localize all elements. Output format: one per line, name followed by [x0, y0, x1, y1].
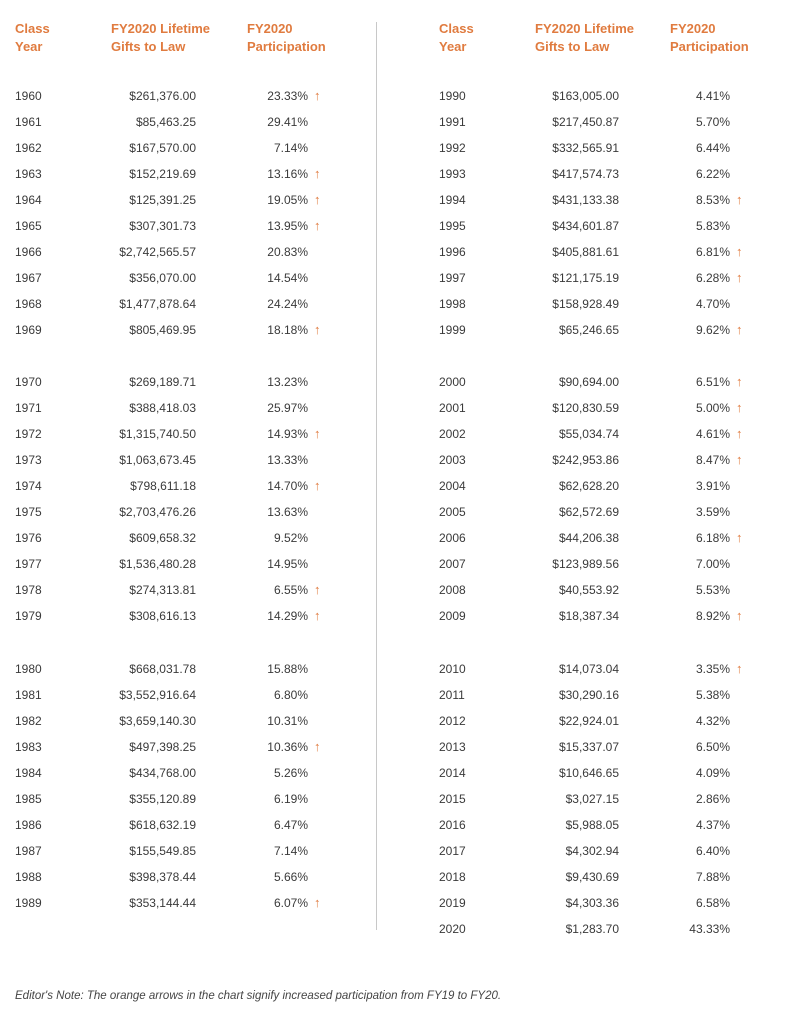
participation-cell: 13.63% [267, 505, 308, 519]
participation-cell: 6.51% [695, 375, 730, 389]
lifetime-gifts-cell: $1,063,673.45 [119, 453, 196, 467]
participation-cell: 24.24% [267, 297, 308, 311]
table-row [439, 424, 750, 444]
lifetime-gifts-cell: $2,742,565.57 [119, 245, 196, 259]
class-year-cell: 1995 [439, 219, 466, 233]
table-row [439, 893, 750, 913]
participation-cell: 3.59% [695, 505, 730, 519]
participation-cell: 7.00% [695, 557, 730, 571]
table-row [15, 138, 328, 158]
lifetime-gifts-cell: $3,659,140.30 [119, 714, 196, 728]
participation-cell: 19.05% [267, 193, 308, 207]
lifetime-gifts-cell: $9,430.69 [565, 870, 619, 884]
class-year-cell: 2005 [439, 505, 466, 519]
table-row [15, 841, 328, 861]
table-row [439, 320, 750, 340]
participation-cell: 7.14% [273, 141, 308, 155]
class-year-cell: 1981 [15, 688, 42, 702]
table-row [15, 86, 328, 106]
up-arrow-icon: ↑ [314, 582, 321, 597]
class-year-cell: 2010 [439, 662, 466, 676]
table-row [439, 216, 750, 236]
table-row [15, 815, 328, 835]
lifetime-gifts-cell: $609,658.32 [129, 531, 196, 545]
header-line: Participation [670, 39, 749, 54]
class-year-cell: 1983 [15, 740, 42, 754]
table-row [15, 659, 328, 679]
participation-cell: 4.70% [695, 297, 730, 311]
up-arrow-icon: ↑ [314, 192, 321, 207]
participation-cell: 6.58% [695, 896, 730, 910]
table-row [439, 737, 750, 757]
lifetime-gifts-cell: $15,337.07 [558, 740, 619, 754]
lifetime-gifts-cell: $62,572.69 [558, 505, 619, 519]
class-year-cell: 1962 [15, 141, 42, 155]
class-year-cell: 1989 [15, 896, 42, 910]
participation-cell: 14.70% [267, 479, 308, 493]
class-year-cell: 2004 [439, 479, 466, 493]
class-year-cell: 2017 [439, 844, 466, 858]
table-row [439, 606, 750, 626]
table-row [15, 580, 328, 600]
class-year-cell: 2020 [439, 922, 466, 936]
participation-cell: 25.97% [267, 401, 308, 415]
participation-cell: 6.22% [695, 167, 730, 181]
participation-cell: 3.35% [695, 662, 730, 676]
table-row [439, 190, 750, 210]
table-row [439, 138, 750, 158]
up-arrow-icon: ↑ [314, 895, 321, 910]
left-header-participation [247, 20, 326, 56]
table-row [15, 502, 328, 522]
table-row [15, 867, 328, 887]
table-row [15, 476, 328, 496]
lifetime-gifts-cell: $1,283.70 [565, 922, 619, 936]
participation-cell: 43.33% [689, 922, 730, 936]
lifetime-gifts-cell: $123,989.56 [552, 557, 619, 571]
up-arrow-icon: ↑ [314, 218, 321, 233]
table-row [439, 372, 750, 392]
editors-note: Editor's Note: The orange arrows in the chart signify increased participation from FY19 to FY20. [15, 990, 502, 1002]
up-arrow-icon: ↑ [314, 166, 321, 181]
class-year-cell: 1971 [15, 401, 42, 415]
participation-cell: 23.33% [267, 89, 308, 103]
lifetime-gifts-cell: $1,536,480.28 [119, 557, 196, 571]
class-year-cell: 1965 [15, 219, 42, 233]
lifetime-gifts-cell: $308,616.13 [129, 609, 196, 623]
lifetime-gifts-cell: $434,768.00 [129, 766, 196, 780]
lifetime-gifts-cell: $355,120.89 [129, 792, 196, 806]
class-year-cell: 1986 [15, 818, 42, 832]
table-row [15, 554, 328, 574]
class-year-cell: 1993 [439, 167, 466, 181]
participation-cell: 4.37% [695, 818, 730, 832]
participation-cell: 14.29% [267, 609, 308, 623]
column-divider [376, 22, 377, 930]
class-year-cell: 2011 [439, 688, 465, 702]
table-row [439, 659, 750, 679]
class-year-cell: 1963 [15, 167, 42, 181]
table-row [15, 112, 328, 132]
lifetime-gifts-cell: $90,694.00 [558, 375, 619, 389]
participation-cell: 2.86% [695, 792, 730, 806]
lifetime-gifts-cell: $356,070.00 [129, 271, 196, 285]
table-row [439, 242, 750, 262]
table-row [439, 685, 750, 705]
up-arrow-icon: ↑ [736, 192, 743, 207]
participation-cell: 6.81% [695, 245, 730, 259]
participation-cell: 5.00% [695, 401, 730, 415]
lifetime-gifts-cell: $434,601.87 [552, 219, 619, 233]
class-year-cell: 2000 [439, 375, 466, 389]
lifetime-gifts-cell: $307,301.73 [129, 219, 196, 233]
up-arrow-icon: ↑ [736, 426, 743, 441]
class-year-cell: 2015 [439, 792, 466, 806]
lifetime-gifts-cell: $497,398.25 [129, 740, 196, 754]
header-line: FY2020 [670, 21, 716, 36]
lifetime-gifts-cell: $431,133.38 [552, 193, 619, 207]
class-year-cell: 1987 [15, 844, 42, 858]
class-year-cell: 2009 [439, 609, 466, 623]
participation-cell: 10.36% [267, 740, 308, 754]
table-row [15, 763, 328, 783]
lifetime-gifts-cell: $18,387.34 [558, 609, 619, 623]
class-year-cell: 1988 [15, 870, 42, 884]
participation-cell: 5.38% [695, 688, 730, 702]
table-row [15, 268, 328, 288]
class-year-cell: 1997 [439, 271, 466, 285]
class-year-cell: 1967 [15, 271, 42, 285]
lifetime-gifts-cell: $417,574.73 [552, 167, 619, 181]
table-row [15, 737, 328, 757]
up-arrow-icon: ↑ [314, 426, 321, 441]
table-row [439, 398, 750, 418]
table-row [439, 815, 750, 835]
participation-cell: 6.44% [695, 141, 730, 155]
participation-cell: 14.93% [267, 427, 308, 441]
class-year-cell: 1970 [15, 375, 42, 389]
participation-cell: 13.23% [267, 375, 308, 389]
class-year-cell: 2013 [439, 740, 466, 754]
participation-cell: 10.31% [267, 714, 308, 728]
table-row [15, 450, 328, 470]
lifetime-gifts-cell: $1,477,878.64 [119, 297, 196, 311]
lifetime-gifts-cell: $40,553.92 [558, 583, 619, 597]
header-line: Participation [247, 39, 326, 54]
table-row [439, 867, 750, 887]
up-arrow-icon: ↑ [736, 452, 743, 467]
lifetime-gifts-cell: $163,005.00 [552, 89, 619, 103]
class-year-cell: 1998 [439, 297, 466, 311]
lifetime-gifts-cell: $398,378.44 [129, 870, 196, 884]
table-row [439, 528, 750, 548]
header-line: Year [15, 39, 43, 54]
left-header-gifts [111, 20, 210, 56]
class-year-cell: 1973 [15, 453, 42, 467]
class-year-cell: 1972 [15, 427, 42, 441]
up-arrow-icon: ↑ [736, 244, 743, 259]
lifetime-gifts-cell: $167,570.00 [129, 141, 196, 155]
participation-cell: 13.95% [267, 219, 308, 233]
lifetime-gifts-cell: $62,628.20 [558, 479, 619, 493]
table-row [15, 789, 328, 809]
table-row [439, 789, 750, 809]
up-arrow-icon: ↑ [736, 322, 743, 337]
class-year-cell: 1969 [15, 323, 42, 337]
class-year-cell: 1961 [15, 115, 42, 129]
class-year-cell: 1960 [15, 89, 42, 103]
participation-cell: 18.18% [267, 323, 308, 337]
header-line: FY2020 Lifetime [111, 21, 210, 36]
table-row [439, 476, 750, 496]
class-year-cell: 1984 [15, 766, 42, 780]
class-year-cell: 2019 [439, 896, 466, 910]
participation-cell: 4.32% [695, 714, 730, 728]
up-arrow-icon: ↑ [314, 88, 321, 103]
lifetime-gifts-cell: $1,315,740.50 [119, 427, 196, 441]
lifetime-gifts-cell: $805,469.95 [129, 323, 196, 337]
participation-cell: 7.14% [273, 844, 308, 858]
table-row [439, 502, 750, 522]
class-year-cell: 1996 [439, 245, 466, 259]
table-row [15, 372, 328, 392]
class-year-cell: 1976 [15, 531, 42, 545]
lifetime-gifts-cell: $2,703,476.26 [119, 505, 196, 519]
participation-cell: 13.33% [267, 453, 308, 467]
up-arrow-icon: ↑ [314, 478, 321, 493]
header-line: Gifts to Law [111, 39, 186, 54]
lifetime-gifts-cell: $217,450.87 [552, 115, 619, 129]
class-year-cell: 2018 [439, 870, 466, 884]
right-header-class-year [439, 20, 474, 56]
class-year-cell: 2008 [439, 583, 466, 597]
table-row [439, 164, 750, 184]
participation-cell: 6.19% [273, 792, 308, 806]
class-year-cell: 1968 [15, 297, 42, 311]
class-year-cell: 1999 [439, 323, 466, 337]
participation-cell: 20.83% [267, 245, 308, 259]
participation-cell: 4.09% [695, 766, 730, 780]
lifetime-gifts-cell: $269,189.71 [129, 375, 196, 389]
lifetime-gifts-cell: $618,632.19 [129, 818, 196, 832]
lifetime-gifts-cell: $85,463.25 [135, 115, 196, 129]
lifetime-gifts-cell: $332,565.91 [552, 141, 619, 155]
participation-cell: 8.92% [695, 609, 730, 623]
participation-cell: 6.18% [695, 531, 730, 545]
lifetime-gifts-cell: $405,881.61 [552, 245, 619, 259]
up-arrow-icon: ↑ [736, 374, 743, 389]
participation-cell: 6.07% [273, 896, 308, 910]
class-year-cell: 1966 [15, 245, 42, 259]
up-arrow-icon: ↑ [314, 322, 321, 337]
class-year-cell: 2001 [439, 401, 466, 415]
lifetime-gifts-cell: $55,034.74 [558, 427, 619, 441]
right-header-participation [670, 20, 749, 56]
participation-cell: 14.95% [267, 557, 308, 571]
participation-cell: 8.47% [695, 453, 730, 467]
table-row [15, 320, 328, 340]
class-year-cell: 1964 [15, 193, 42, 207]
table-row [15, 242, 328, 262]
participation-cell: 5.70% [695, 115, 730, 129]
lifetime-gifts-cell: $125,391.25 [129, 193, 196, 207]
header-line: FY2020 [247, 21, 293, 36]
lifetime-gifts-cell: $22,924.01 [558, 714, 619, 728]
lifetime-gifts-cell: $242,953.86 [552, 453, 619, 467]
lifetime-gifts-cell: $274,313.81 [129, 583, 196, 597]
class-year-cell: 2016 [439, 818, 466, 832]
table-row [15, 190, 328, 210]
table-row [15, 294, 328, 314]
class-year-cell: 1977 [15, 557, 42, 571]
table-row [439, 841, 750, 861]
class-year-cell: 1992 [439, 141, 466, 155]
class-year-cell: 1991 [439, 115, 466, 129]
table-row [439, 554, 750, 574]
participation-cell: 5.83% [695, 219, 730, 233]
up-arrow-icon: ↑ [736, 270, 743, 285]
lifetime-gifts-cell: $158,928.49 [552, 297, 619, 311]
header-line: Year [439, 39, 467, 54]
up-arrow-icon: ↑ [314, 739, 321, 754]
participation-cell: 6.47% [273, 818, 308, 832]
table-row [15, 424, 328, 444]
header-line: Gifts to Law [535, 39, 610, 54]
class-year-cell: 2006 [439, 531, 466, 545]
participation-cell: 5.26% [273, 766, 308, 780]
lifetime-gifts-cell: $120,830.59 [552, 401, 619, 415]
table-row [15, 685, 328, 705]
up-arrow-icon: ↑ [736, 400, 743, 415]
table-row [439, 86, 750, 106]
header-line: FY2020 Lifetime [535, 21, 634, 36]
lifetime-gifts-cell: $3,027.15 [565, 792, 619, 806]
participation-cell: 5.53% [695, 583, 730, 597]
participation-cell: 8.53% [695, 193, 730, 207]
table-row [439, 294, 750, 314]
participation-cell: 13.16% [267, 167, 308, 181]
participation-cell: 4.61% [695, 427, 730, 441]
participation-cell: 15.88% [267, 662, 308, 676]
class-year-cell: 2007 [439, 557, 466, 571]
table-row [15, 711, 328, 731]
lifetime-gifts-cell: $155,549.85 [129, 844, 196, 858]
lifetime-gifts-cell: $30,290.16 [558, 688, 619, 702]
class-year-cell: 2014 [439, 766, 466, 780]
participation-cell: 6.55% [273, 583, 308, 597]
table-row [439, 580, 750, 600]
participation-cell: 9.62% [695, 323, 730, 337]
participation-cell: 29.41% [267, 115, 308, 129]
participation-cell: 6.50% [695, 740, 730, 754]
table-row [15, 164, 328, 184]
class-year-cell: 1980 [15, 662, 42, 676]
lifetime-gifts-cell: $14,073.04 [558, 662, 619, 676]
participation-cell: 3.91% [695, 479, 730, 493]
lifetime-gifts-cell: $4,302.94 [565, 844, 619, 858]
table-row [439, 112, 750, 132]
class-year-cell: 1979 [15, 609, 42, 623]
participation-cell: 6.40% [695, 844, 730, 858]
class-year-cell: 1975 [15, 505, 42, 519]
lifetime-gifts-cell: $152,219.69 [129, 167, 196, 181]
lifetime-gifts-cell: $668,031.78 [129, 662, 196, 676]
lifetime-gifts-cell: $798,611.18 [130, 479, 196, 493]
lifetime-gifts-cell: $388,418.03 [129, 401, 196, 415]
class-year-cell: 1978 [15, 583, 42, 597]
lifetime-gifts-cell: $65,246.65 [558, 323, 619, 337]
up-arrow-icon: ↑ [314, 608, 321, 623]
class-year-cell: 2003 [439, 453, 466, 467]
lifetime-gifts-cell: $261,376.00 [129, 89, 196, 103]
participation-cell: 7.88% [695, 870, 730, 884]
up-arrow-icon: ↑ [736, 661, 743, 676]
lifetime-gifts-cell: $5,988.05 [565, 818, 619, 832]
participation-cell: 4.41% [695, 89, 730, 103]
table-row [439, 268, 750, 288]
class-year-cell: 2002 [439, 427, 466, 441]
class-year-cell: 2012 [439, 714, 466, 728]
header-line: Class [15, 21, 50, 36]
participation-cell: 6.28% [695, 271, 730, 285]
lifetime-gifts-cell: $353,144.44 [129, 896, 196, 910]
lifetime-gifts-cell: $10,646.65 [558, 766, 619, 780]
up-arrow-icon: ↑ [736, 608, 743, 623]
table-row [15, 216, 328, 236]
table-row [439, 763, 750, 783]
table-row [15, 398, 328, 418]
lifetime-gifts-cell: $121,175.19 [552, 271, 619, 285]
left-header-class-year [15, 20, 50, 56]
table-row [439, 711, 750, 731]
lifetime-gifts-cell: $4,303.36 [565, 896, 619, 910]
participation-cell: 6.80% [273, 688, 308, 702]
header-line: Class [439, 21, 474, 36]
lifetime-gifts-cell: $3,552,916.64 [119, 688, 196, 702]
participation-cell: 5.66% [273, 870, 308, 884]
class-year-cell: 1990 [439, 89, 466, 103]
class-year-cell: 1994 [439, 193, 466, 207]
up-arrow-icon: ↑ [736, 530, 743, 545]
table-row [15, 893, 328, 913]
right-header-gifts [535, 20, 634, 56]
table-row [439, 450, 750, 470]
lifetime-gifts-cell: $44,206.38 [558, 531, 619, 545]
class-year-cell: 1974 [15, 479, 42, 493]
class-year-cell: 1982 [15, 714, 42, 728]
participation-cell: 14.54% [267, 271, 308, 285]
table-row [15, 606, 328, 626]
class-year-cell: 1985 [15, 792, 42, 806]
table-row [15, 528, 328, 548]
table-row [439, 919, 750, 939]
participation-cell: 9.52% [273, 531, 308, 545]
